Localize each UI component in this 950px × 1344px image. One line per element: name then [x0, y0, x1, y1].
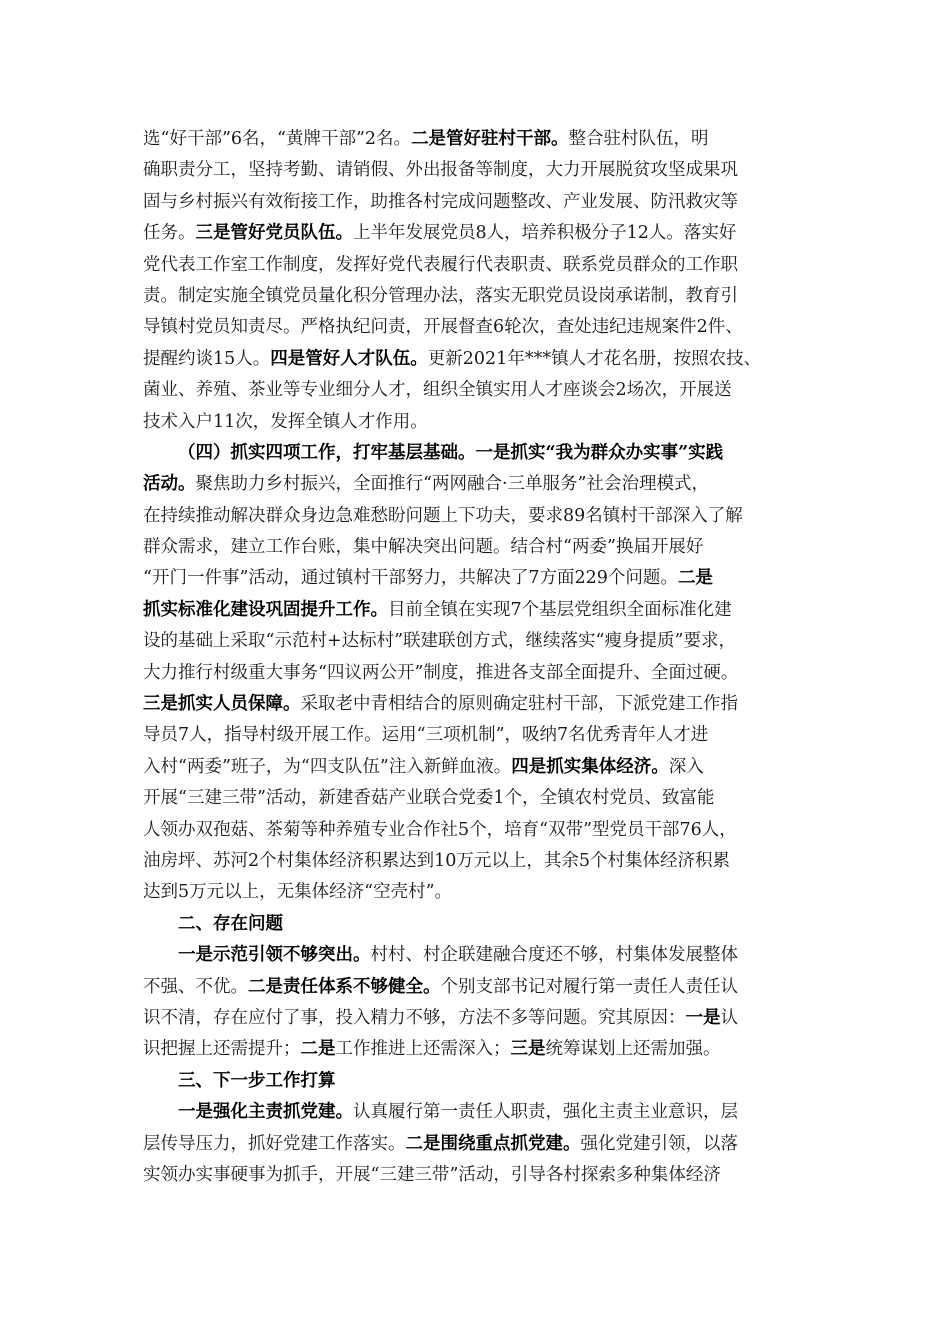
text-segment: 识把握上还需提升； — [143, 1039, 301, 1060]
text-line — [143, 469, 807, 500]
bold-text-segment: 一是示范引领不够突出。 — [178, 945, 371, 966]
text-line — [143, 1097, 807, 1128]
bold-text-segment: 三是 — [510, 1039, 546, 1060]
text-line — [143, 281, 807, 312]
text-line — [143, 218, 807, 249]
text-segment: 群众需求，建立工作台账，集中解决突出问题。结合村“两委”换届开展好 — [143, 537, 704, 558]
text-line — [143, 501, 807, 532]
text-segment: 整合驻村队伍，明 — [568, 129, 709, 149]
text-segment: 开展“三建三带”活动，新建香菇产业联合党委1个，全镇农村党员、致富能 — [143, 788, 715, 809]
text-segment: 实领办实事硬事为抓手，开展“三建三带”活动，引导各村探索多种集体经济 — [143, 1164, 721, 1185]
text-segment: 确职责分工，坚持考勤、请销假、外出报备等制度，大力开展脱贫攻坚成果巩 — [143, 160, 738, 181]
text-segment: 深入 — [668, 756, 704, 777]
text-line — [143, 155, 807, 186]
text-line — [143, 658, 807, 689]
text-segment: 导镇村党员知责尽。严格执纪问责，开展督查6轮次，查处违纪违规案件2件、 — [143, 317, 743, 338]
text-segment: 认真履行第一责任人职责，强化主责主业意识，层 — [353, 1102, 738, 1123]
bold-text-segment: 抓实标准化建设巩固提升工作。 — [143, 599, 388, 620]
bold-text-segment: 三是管好党员队伍。 — [195, 223, 353, 244]
text-segment: 村村、村企联建融合度还不够，村集体发展整体 — [370, 945, 738, 966]
document-body — [143, 124, 807, 1191]
bold-text-segment: 三是抓实人员保障。 — [143, 694, 301, 715]
text-line — [143, 783, 807, 814]
text-line — [143, 689, 807, 720]
text-segment: 技术入户11次，发挥全镇人才作用。 — [143, 411, 428, 432]
text-line — [143, 124, 807, 155]
text-segment: 采取老中青相结合的原则确定驻村干部，下派党建工作指 — [300, 694, 738, 715]
text-segment: 上半年发展党员8人，培养积极分子12人。落实好 — [353, 223, 737, 244]
bold-text-segment: 二、存在问题 — [178, 913, 283, 934]
text-segment: 设的基础上采取“示范村+达标村”联建联创方式，继续落实“瘦身提质”要求， — [143, 631, 736, 652]
bold-text-segment: 四是抓实集体经济。 — [511, 756, 669, 777]
text-line — [143, 312, 807, 343]
text-line — [143, 250, 807, 281]
bold-text-segment: 二是围绕重点抓党建。 — [405, 1133, 581, 1154]
bold-text-segment: 二是责任体系不够健全。 — [248, 976, 441, 997]
text-line — [143, 1129, 807, 1160]
bold-text-segment: 四是管好人才队伍。 — [270, 348, 428, 369]
bold-text-segment: 一是 — [685, 1007, 721, 1028]
text-segment: 达到5万元以上，无集体经济“空壳村”。 — [143, 882, 453, 903]
text-segment: 目前全镇在实现7个基层党组织全面标准化建 — [388, 599, 732, 620]
text-line — [143, 846, 807, 877]
text-line — [143, 563, 807, 594]
bold-text-segment: 二是管好驻村干部。 — [411, 129, 569, 149]
text-segment: 人领办双孢菇、茶菊等种养殖专业合作社5个，培育“双带”型党员干部76人， — [143, 819, 737, 840]
bold-text-segment: 三、下一步工作打算 — [178, 1070, 336, 1091]
text-segment: 工作推进上还需深入； — [335, 1039, 511, 1060]
text-segment: 强化党建引领，以落 — [580, 1133, 738, 1154]
text-line — [143, 187, 807, 218]
bold-text-segment: 活动。 — [143, 474, 196, 495]
text-segment: 菌业、养殖、茶业等专业细分人才，组织全镇实用人才座谈会2场次，开展送 — [143, 380, 732, 401]
text-segment: 选“好干部”6名，“黄牌干部”2名。 — [143, 129, 412, 149]
text-segment: 固与乡村振兴有效衔接工作，助推各村完成问题整改、产业发展、防汛救灾等 — [143, 191, 738, 212]
text-line — [143, 1003, 807, 1034]
text-line — [143, 438, 807, 469]
text-line — [143, 972, 807, 1003]
text-segment: 责。制定实施全镇党员量化积分管理办法，落实无职党员设岗承诺制，教育引 — [143, 285, 738, 306]
text-segment: 统筹谋划上还需加强。 — [545, 1039, 721, 1060]
text-segment: 更新2021年***镇人才花名册，按照农技、 — [427, 348, 762, 369]
bold-text-segment: （四）抓实四项工作，打牢基层基础。一是抓实“我为群众办实事”实践 — [178, 442, 724, 463]
text-line — [143, 375, 807, 406]
text-segment: 入村“两委”班子，为“四支队伍”注入新鲜血液。 — [143, 756, 512, 777]
text-segment: 大力推行村级重大事务“四议两公开”制度，推进各支部全面提升、全面过硬。 — [143, 662, 739, 683]
text-segment: 层传导压力，抓好党建工作落实。 — [143, 1133, 406, 1154]
text-segment: 任务。 — [143, 223, 196, 244]
text-line — [143, 1066, 807, 1097]
text-segment: “开门一件事”活动，通过镇村干部努力，共解决了7方面229个问题。 — [143, 568, 678, 589]
bold-text-segment: 一是强化主责抓党建。 — [178, 1102, 353, 1123]
text-segment: 在持续推动解决群众身边急难愁盼问题上下功夫，要求89名镇村干部深入了解 — [143, 505, 743, 526]
text-line — [143, 815, 807, 846]
text-line — [143, 532, 807, 563]
text-line — [143, 626, 807, 657]
text-segment: 导员7人，指导村级开展工作。运用“三项机制”，吸纳7名优秀青年人才进 — [143, 725, 709, 746]
text-segment: 聚焦助力乡村振兴，全面推行“两网融合·三单服务”社会治理模式， — [195, 474, 709, 495]
text-line — [143, 909, 807, 940]
text-line — [143, 595, 807, 626]
text-line — [143, 752, 807, 783]
text-line — [143, 1034, 807, 1065]
text-line — [143, 344, 807, 375]
text-line — [143, 720, 807, 751]
text-segment: 提醒约谈15人。 — [143, 348, 271, 369]
text-segment: 个别支部书记对履行第一责任人责任认 — [440, 976, 738, 997]
bold-text-segment: 二是 — [677, 568, 713, 589]
text-line — [143, 877, 807, 908]
text-line — [143, 940, 807, 971]
text-line — [143, 1160, 807, 1191]
text-segment: 党代表工作室工作制度，发挥好党代表履行代表职责、联系党员群众的工作职 — [143, 254, 738, 275]
text-segment: 识不清，存在应付了事，投入精力不够，方法不多等问题。究其原因： — [143, 1007, 686, 1028]
text-segment: 油房坪、苏河2个村集体经济积累达到10万元以上，其余5个村集体经济积累 — [143, 850, 731, 871]
text-segment: 认 — [720, 1007, 738, 1028]
bold-text-segment: 二是 — [300, 1039, 336, 1060]
text-segment: 不强、不优。 — [143, 976, 248, 997]
text-line — [143, 407, 807, 438]
